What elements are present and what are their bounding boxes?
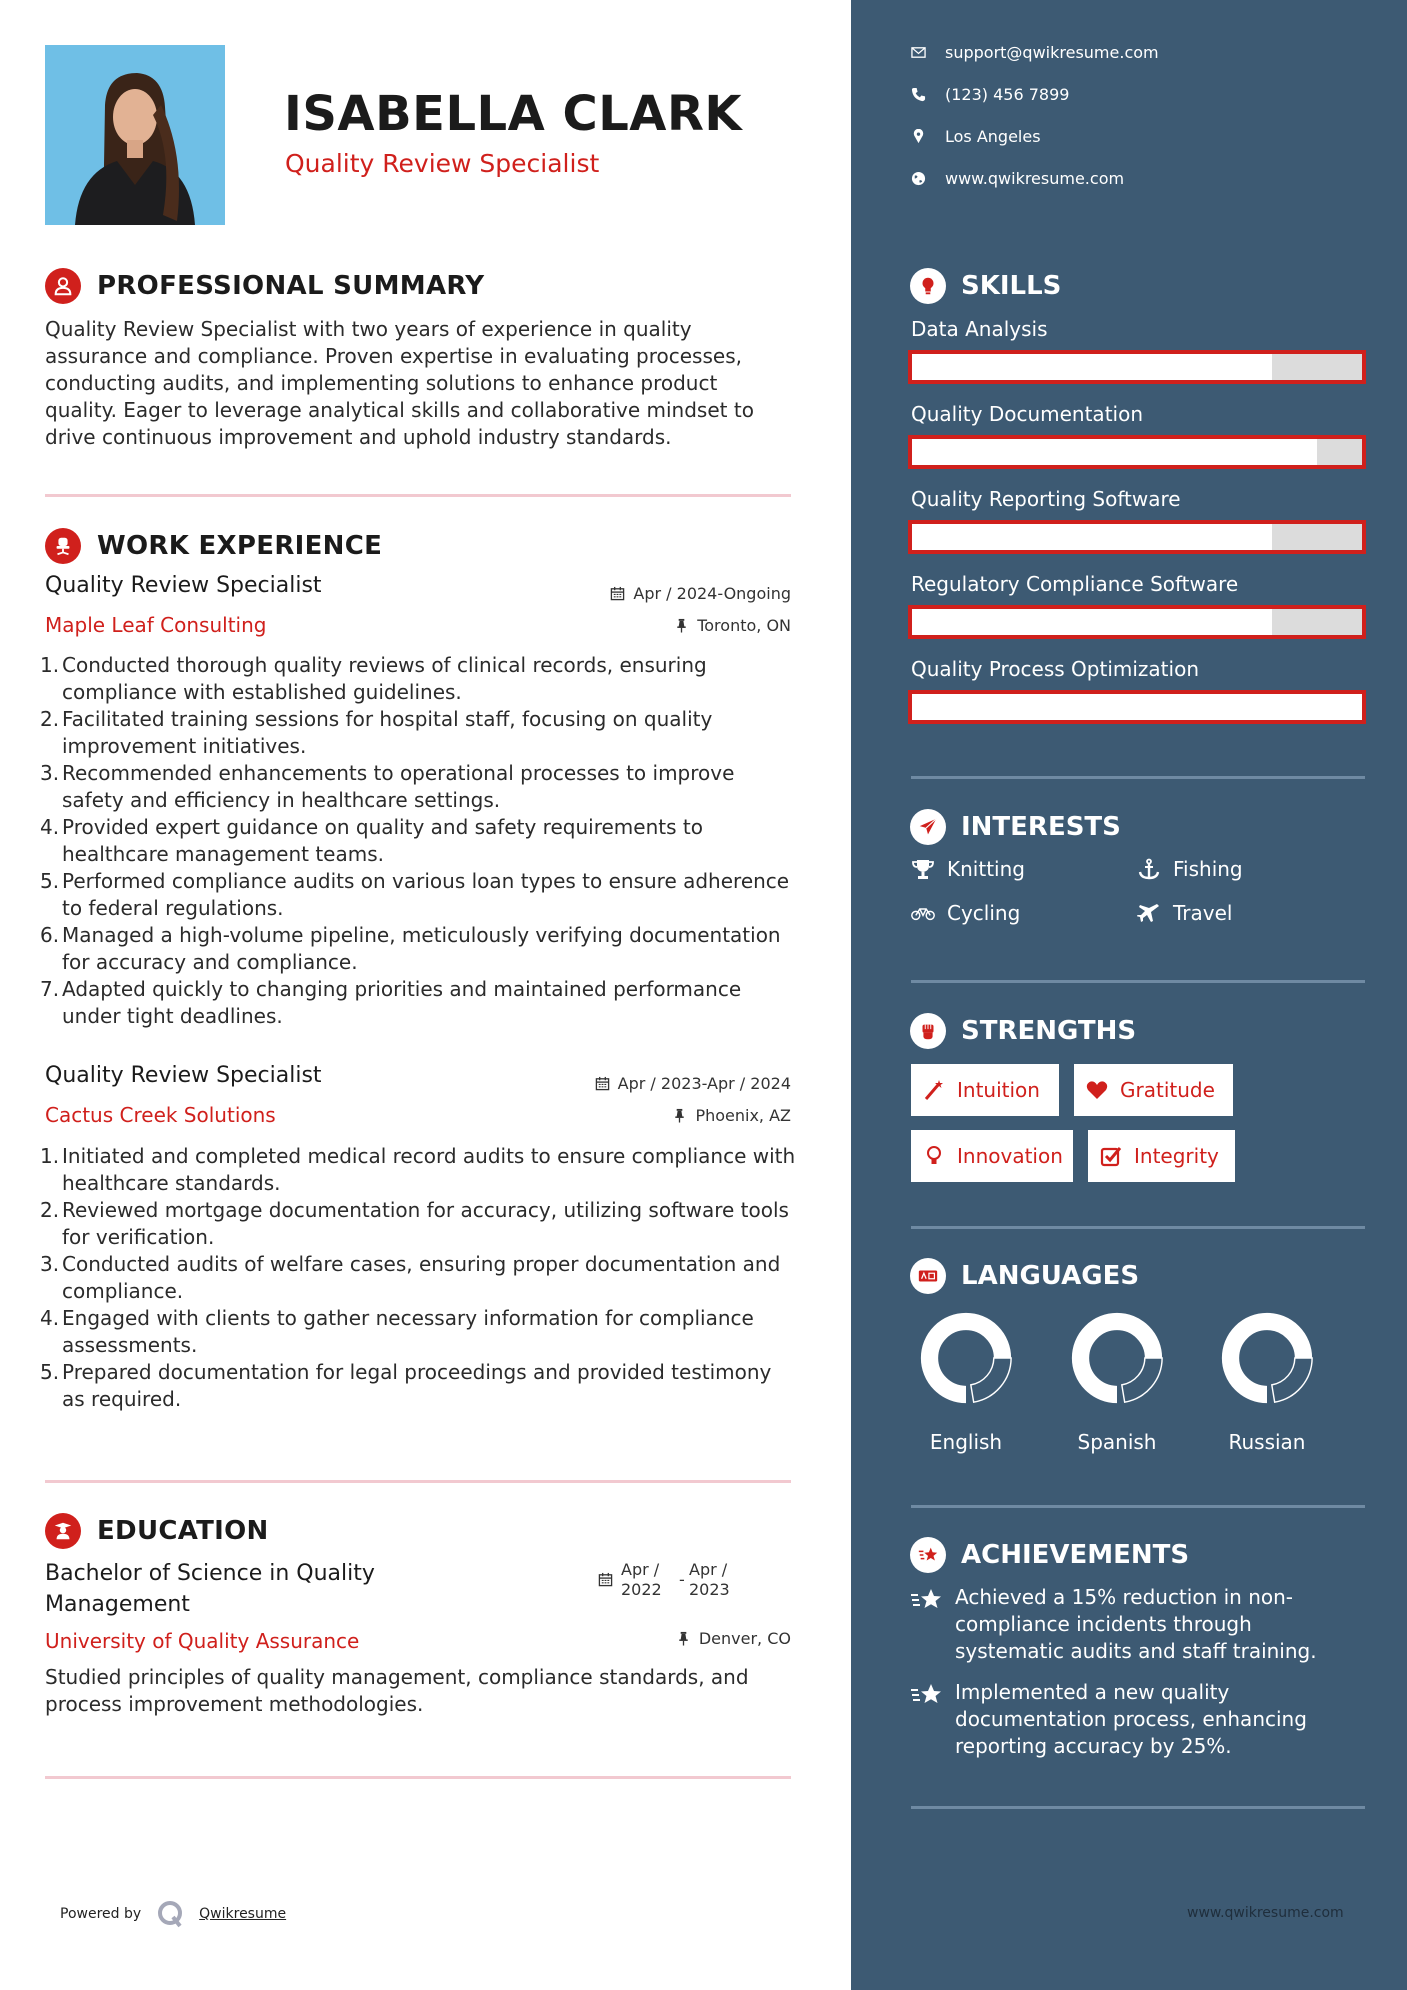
bicycle-icon bbox=[911, 902, 935, 924]
degree: Bachelor of Science in Quality Management bbox=[45, 1561, 375, 1617]
list-item: 5. Prepared documentation for legal proceedings and provided testimony as required. bbox=[40, 1360, 772, 1411]
list-item: 4. Engaged with clients to gather necessary information for compliance assessments. bbox=[40, 1306, 754, 1357]
candidate-name: ISABELLA CLARK bbox=[284, 86, 743, 142]
skills-heading bbox=[910, 268, 1061, 304]
interest-label: Knitting bbox=[947, 857, 1025, 881]
user-icon bbox=[45, 268, 81, 304]
phone-icon bbox=[911, 87, 945, 102]
profile-photo bbox=[45, 45, 225, 225]
email-text[interactable]: support@qwikresume.com bbox=[945, 43, 1159, 62]
list-item: 3. Conducted audits of welfare cases, ensuring proper documentation and compliance. bbox=[40, 1252, 781, 1303]
interests-heading bbox=[910, 809, 1121, 845]
list-item: 4. Provided expert guidance on quality and safety requirements to healthcare management teams. bbox=[40, 815, 703, 866]
achievement-text: Implemented a new quality documentation process, enhancing reporting accuracy by 25%. bbox=[955, 1680, 1307, 1758]
job-dates bbox=[610, 584, 791, 603]
pushpin-icon bbox=[676, 1631, 691, 1646]
interest-item bbox=[1137, 901, 1232, 925]
list-item: 2. Facilitated training sessions for hospital staff, focusing on quality improvement initiatives. bbox=[40, 707, 713, 758]
language-donut-chart bbox=[1069, 1310, 1165, 1406]
education-description: Studied principles of quality management, compliance standards, and process improvement methodologies. bbox=[45, 1665, 749, 1716]
company-name: Maple Leaf Consulting bbox=[45, 613, 267, 637]
language-label: English bbox=[929, 1430, 1003, 1454]
shooting-star-icon bbox=[910, 1537, 946, 1573]
summary-heading-label: PROFESSIONAL SUMMARY bbox=[97, 271, 485, 301]
skill-bar-fill bbox=[912, 524, 1272, 550]
strength-chip bbox=[1074, 1064, 1233, 1116]
job-bullets bbox=[40, 652, 800, 1030]
language-donut-chart bbox=[1219, 1310, 1315, 1406]
education-end: Apr / 2023 bbox=[689, 1560, 730, 1599]
skill-label: Quality Reporting Software bbox=[911, 487, 1181, 511]
list-item: 1. Conducted thorough quality reviews of clinical records, ensuring compliance with established guidelines. bbox=[40, 653, 707, 704]
website-text[interactable]: www.qwikresume.com bbox=[945, 169, 1125, 188]
anchor-icon bbox=[1137, 858, 1161, 880]
list-item: 3. Recommended enhancements to operational processes to improve safety and efficiency in healthcare settings. bbox=[40, 761, 735, 812]
shooting-star-icon bbox=[909, 1679, 955, 1760]
section-divider bbox=[911, 1505, 1365, 1508]
avatar-icon bbox=[45, 45, 225, 225]
education-location bbox=[676, 1629, 791, 1648]
education-heading-label: EDUCATION bbox=[97, 1516, 269, 1546]
fist-icon bbox=[910, 1013, 946, 1049]
skill-label: Quality Process Optimization bbox=[911, 657, 1199, 681]
magic-wand-icon bbox=[923, 1079, 945, 1101]
section-divider bbox=[911, 980, 1365, 983]
job-dates-text: Apr / 2024-Ongoing bbox=[633, 584, 791, 603]
achievement-item bbox=[909, 1679, 1349, 1760]
skill-bar bbox=[908, 350, 1366, 384]
interests-heading-label: INTERESTS bbox=[961, 812, 1121, 842]
job-dates-text: Apr / 2023-Apr / 2024 bbox=[617, 1074, 791, 1093]
heart-icon bbox=[1086, 1079, 1108, 1101]
section-divider bbox=[45, 494, 791, 497]
office-chair-icon bbox=[45, 528, 81, 564]
list-item: 5. Performed compliance audits on various loan types to ensure adherence to federal regulations. bbox=[40, 869, 790, 920]
summary-text: Quality Review Specialist with two years of experience in quality assurance and compliance. Proven expertise in evaluating processes, conducting audits, and implementing solutions to enhance product quality. Eager to leverage analytical skills and collaborative mindset to drive continuous improvement and uphold industry standards. bbox=[45, 317, 754, 449]
achievements-heading-label: ACHIEVEMENTS bbox=[961, 1540, 1190, 1570]
education-start: Apr / 2022 bbox=[621, 1560, 662, 1599]
pushpin-icon bbox=[672, 1108, 687, 1123]
job-location bbox=[672, 1106, 791, 1125]
strength-label: Intuition bbox=[957, 1078, 1040, 1102]
skill-label: Quality Documentation bbox=[911, 402, 1144, 426]
section-divider bbox=[45, 1480, 791, 1483]
job-title: Quality Review Specialist bbox=[45, 573, 322, 598]
work-heading bbox=[45, 528, 382, 564]
location-text: Los Angeles bbox=[945, 127, 1041, 146]
list-item: 2. Reviewed mortgage documentation for accuracy, utilizing software tools for verification. bbox=[40, 1198, 789, 1249]
interest-item bbox=[911, 857, 1025, 881]
skill-bar-fill bbox=[912, 609, 1272, 635]
language-label: Spanish bbox=[1077, 1430, 1157, 1454]
list-item: 6. Managed a high-volume pipeline, meticulously verifying documentation for accuracy and compliance. bbox=[40, 923, 781, 974]
achievements-heading bbox=[910, 1537, 1189, 1573]
interest-item bbox=[911, 901, 1020, 925]
education-heading bbox=[45, 1513, 269, 1549]
skill-bar-fill bbox=[912, 354, 1272, 380]
candidate-title: Quality Review Specialist bbox=[285, 149, 600, 178]
company-name: Cactus Creek Solutions bbox=[45, 1103, 276, 1127]
skill-bar bbox=[908, 605, 1366, 639]
date-separator: - bbox=[679, 1570, 685, 1589]
language-donut-chart bbox=[918, 1310, 1014, 1406]
section-divider bbox=[911, 1806, 1365, 1809]
pushpin-icon bbox=[674, 618, 689, 633]
job-dates bbox=[595, 1074, 791, 1093]
lightbulb-icon bbox=[910, 268, 946, 304]
phone-text: (123) 456 7899 bbox=[945, 85, 1070, 104]
checkbox-icon bbox=[1100, 1145, 1122, 1167]
interest-item bbox=[1137, 857, 1243, 881]
lightbulb-icon bbox=[923, 1145, 945, 1167]
language-item bbox=[1212, 1310, 1322, 1454]
section-divider bbox=[911, 1226, 1365, 1229]
skill-bar bbox=[908, 435, 1366, 469]
job-title: Quality Review Specialist bbox=[45, 1063, 322, 1088]
envelope-icon bbox=[911, 45, 945, 60]
sidebar bbox=[851, 0, 1407, 1990]
contact-phone bbox=[911, 85, 1069, 104]
plane-icon bbox=[1137, 902, 1161, 924]
section-divider bbox=[911, 776, 1365, 779]
strength-label: Gratitude bbox=[1120, 1078, 1215, 1102]
powered-by bbox=[60, 1900, 286, 1928]
interest-label: Cycling bbox=[947, 901, 1021, 925]
skill-bar-fill bbox=[912, 439, 1317, 465]
education-location-text: Denver, CO bbox=[698, 1629, 791, 1648]
calendar-icon bbox=[598, 1572, 613, 1600]
job-bullets bbox=[40, 1143, 800, 1413]
language-item bbox=[1062, 1310, 1172, 1454]
languages-heading-label: LANGUAGES bbox=[961, 1261, 1140, 1291]
powered-by-label: Powered by bbox=[60, 1906, 142, 1922]
contact-website bbox=[911, 169, 1124, 188]
skill-label: Data Analysis bbox=[911, 317, 1048, 341]
globe-icon bbox=[911, 171, 945, 186]
summary-heading bbox=[45, 268, 484, 304]
interest-label: Fishing bbox=[1173, 857, 1243, 881]
job-location bbox=[674, 616, 791, 635]
trophy-icon bbox=[911, 858, 935, 880]
translate-icon bbox=[910, 1258, 946, 1294]
skill-bar-fill bbox=[912, 694, 1362, 720]
contact-email bbox=[911, 43, 1159, 62]
achievement-item bbox=[909, 1584, 1349, 1665]
qwikresume-link[interactable]: Qwikresume bbox=[199, 1906, 287, 1922]
list-item: 7. Adapted quickly to changing priorities and maintained performance under tight deadlines. bbox=[40, 977, 742, 1028]
list-item: 1. Initiated and completed medical record audits to ensure compliance with healthcare standards. bbox=[40, 1144, 796, 1195]
calendar-icon bbox=[595, 1076, 610, 1091]
achievement-text: Achieved a 15% reduction in non-compliance incidents through systematic audits and staff training. bbox=[955, 1585, 1317, 1663]
languages-heading bbox=[910, 1258, 1139, 1294]
strengths-heading-label: STRENGTHS bbox=[961, 1016, 1137, 1046]
map-marker-icon bbox=[911, 129, 945, 144]
skill-label: Regulatory Compliance Software bbox=[911, 572, 1239, 596]
strengths-heading bbox=[910, 1013, 1136, 1049]
section-divider bbox=[45, 1776, 791, 1779]
strength-label: Integrity bbox=[1134, 1144, 1219, 1168]
job-location-text: Phoenix, AZ bbox=[695, 1106, 791, 1125]
language-item bbox=[911, 1310, 1021, 1454]
graduate-icon bbox=[45, 1513, 81, 1549]
work-heading-label: WORK EXPERIENCE bbox=[97, 531, 383, 561]
shooting-star-icon bbox=[909, 1584, 955, 1665]
strength-chip bbox=[911, 1130, 1073, 1182]
qwikresume-logo-icon bbox=[157, 1900, 185, 1928]
paper-plane-icon bbox=[910, 809, 946, 845]
strength-chip bbox=[1088, 1130, 1235, 1182]
skill-bar bbox=[908, 520, 1366, 554]
skills-heading-label: SKILLS bbox=[961, 271, 1062, 301]
interest-label: Travel bbox=[1173, 901, 1233, 925]
strength-label: Innovation bbox=[957, 1144, 1063, 1168]
job-location-text: Toronto, ON bbox=[697, 616, 791, 635]
contact-location bbox=[911, 127, 1041, 146]
calendar-icon bbox=[610, 586, 625, 601]
footer-website[interactable]: www.qwikresume.com bbox=[1187, 1905, 1344, 1921]
strength-chip bbox=[911, 1064, 1059, 1116]
school-name: University of Quality Assurance bbox=[45, 1629, 360, 1653]
education-dates bbox=[598, 1560, 747, 1600]
language-label: Russian bbox=[1228, 1430, 1306, 1454]
skill-bar bbox=[908, 690, 1366, 724]
